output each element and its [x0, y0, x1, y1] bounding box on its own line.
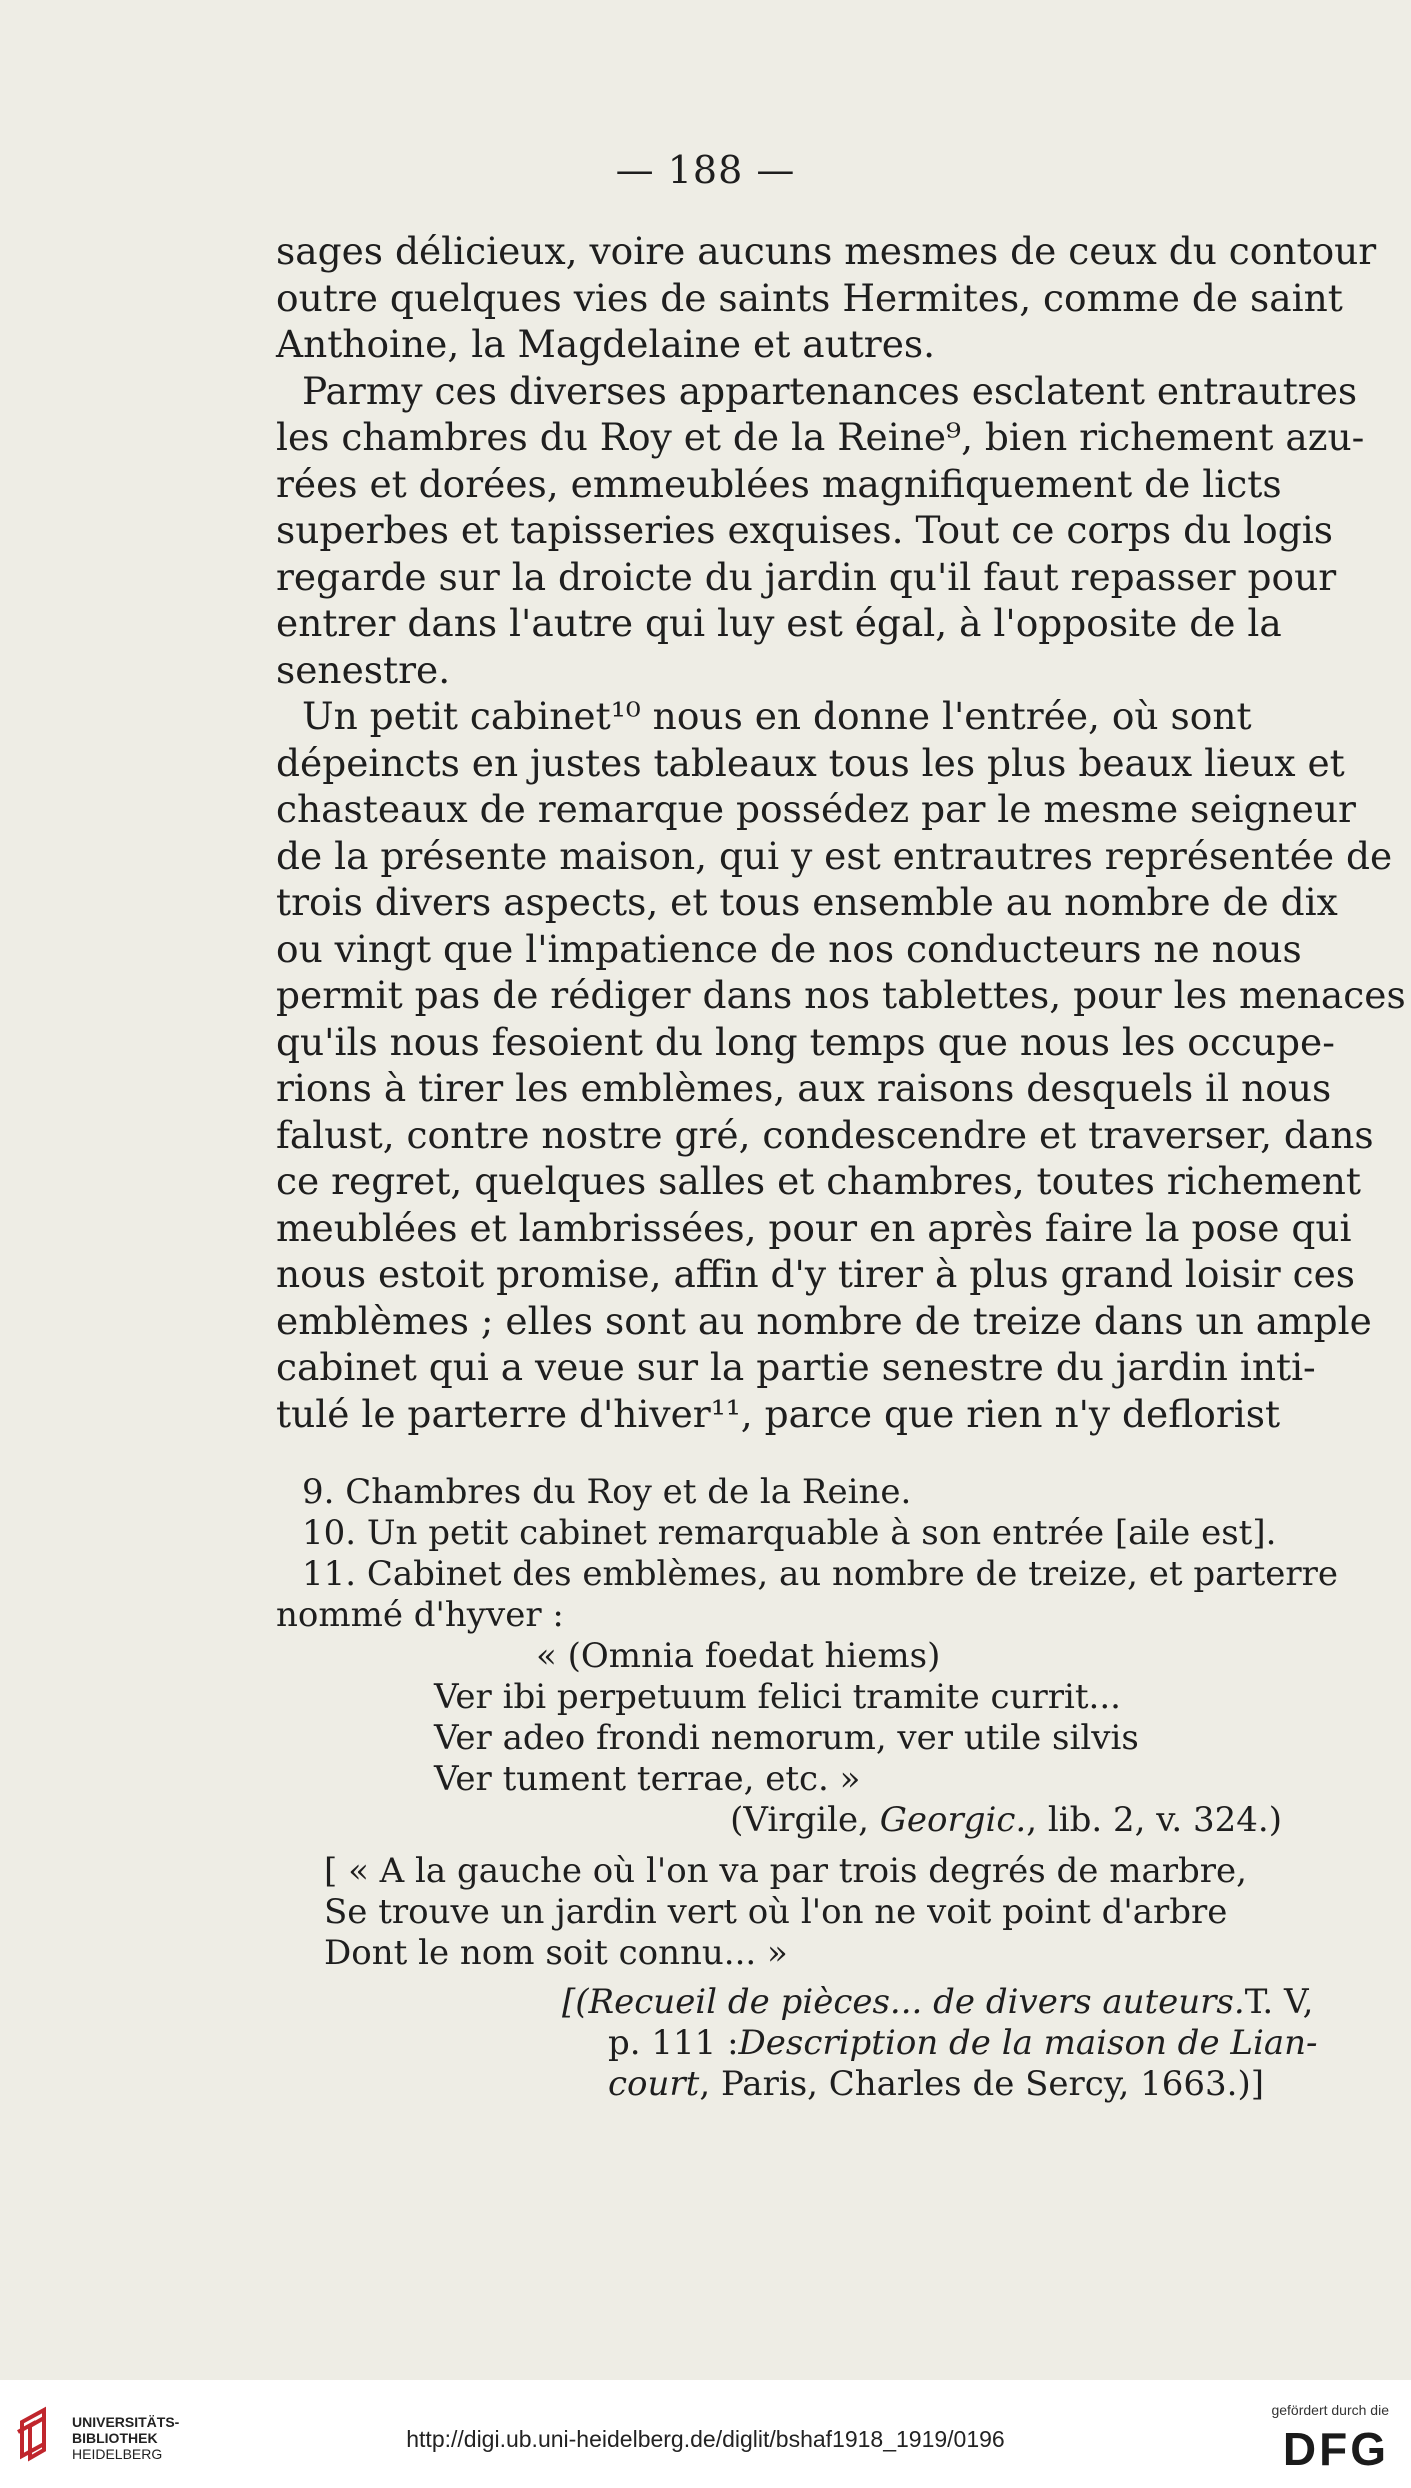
- text-line: [276, 1251, 1356, 1298]
- text-line: [276, 786, 1356, 833]
- poem-line: Ver adeo frondi nemorum, ver utile silvis: [434, 1718, 1139, 1758]
- line-text: regarde sur la droicte du jardin qu'il faut repasser pour: [276, 554, 1337, 599]
- line-text: ce regret, quelques salles et chambres, toutes richement: [276, 1159, 1361, 1203]
- poem-line: Ver tument terrae, etc. »: [434, 1759, 861, 1799]
- text-line: [276, 368, 1358, 415]
- line-text: Un petit cabinet¹⁰ nous en donne l'entrée, où sont: [302, 694, 1252, 738]
- line-text: superbes et tapisseries exquises. Tout ce corps du logis: [276, 508, 1333, 552]
- text-line: [276, 1298, 1372, 1345]
- poem-citation: (Virgile, Georgic., lib. 2, v. 324.): [730, 1800, 1282, 1840]
- text-line: [276, 507, 1333, 554]
- quote-line: Se trouve un jardin vert où l'on ne voit point d'arbre: [324, 1892, 1228, 1932]
- permalink-url[interactable]: http://digi.ub.uni-heidelberg.de/diglit/bshaf1918_1919/0196: [406, 2426, 1005, 2452]
- line-text: chasteaux de remarque possédez par le mesme seigneur: [276, 787, 1356, 831]
- text-line: [276, 1391, 1282, 1438]
- line-text: les chambres du Roy et de la Reine⁹, bien richement azu-: [276, 415, 1365, 459]
- line-text: tulé le parterre d'hiver¹¹, parce que rien n'y deflorist: [276, 1391, 1281, 1436]
- sponsor-caption: gefördert durch die: [1271, 2402, 1389, 2418]
- line-text: nous estoit promise, affin d'y tirer à plus grand loisir ces: [276, 1252, 1356, 1296]
- quote-line: Dont le nom soit connu... »: [324, 1933, 788, 1973]
- line-text: entrer dans l'autre qui luy est égal, à l'opposite de la: [276, 601, 1282, 645]
- line-text: emblèmes ; elles sont au nombre de treize dans un ample: [276, 1298, 1372, 1343]
- reference-line: court, Paris, Charles de Sercy, 1663.)]: [608, 2064, 1265, 2104]
- text-line: [276, 414, 1365, 461]
- line-text: qu'ils nous fesoient du long temps que nous les occupe-: [276, 1019, 1335, 1064]
- text-line: [276, 1158, 1361, 1205]
- poem-line: Ver ibi perpetuum felici tramite currit...: [434, 1677, 1121, 1717]
- viewer-footer: [0, 2380, 1411, 2488]
- text-line: [276, 461, 1282, 508]
- text-line: [276, 228, 1377, 275]
- text-line: [276, 321, 1282, 368]
- footnote-11-cont: nommé d'hyver :: [276, 1595, 564, 1635]
- text-line: [276, 1112, 1374, 1159]
- footnote-11: 11. Cabinet des emblèmes, au nombre de treize, et parterre: [302, 1554, 1339, 1594]
- reference-line: p. 111 : Description de la maison de Lian-: [608, 2023, 1318, 2063]
- dfg-logo: DFG: [1282, 2423, 1389, 2475]
- line-text: sages délicieux, voire aucuns mesmes de ceux du contour: [276, 229, 1377, 273]
- library-name: UNIVERSITÄTS- BIBLIOTHEK HEIDELBERG: [72, 2414, 180, 2462]
- line-text: falust, contre nostre gré, condescendre et traverser, dans: [276, 1112, 1374, 1157]
- line-text: cabinet qui a veue sur la partie senestre du jardin inti-: [276, 1345, 1316, 1389]
- line-text: rées et dorées, emmeublées magnifiquement de licts: [276, 461, 1282, 506]
- text-line: [276, 1205, 1352, 1252]
- line-text: Anthoine, la Magdelaine et autres.: [276, 322, 936, 366]
- line-text: outre quelques vies de saints Hermites, comme de saint: [276, 275, 1343, 320]
- text-line: [276, 554, 1337, 601]
- footnotes: [276, 1472, 1339, 2105]
- poem-line: « (Omnia foedat hiems): [536, 1636, 941, 1676]
- footnote-9: 9. Chambres du Roy et de la Reine.: [302, 1472, 912, 1512]
- text-line: [276, 1065, 1332, 1112]
- page-number: — 188 —: [615, 148, 796, 192]
- main-text: [276, 228, 1406, 1437]
- line-text: ou vingt que l'impatience de nos conducteurs ne nous: [276, 926, 1302, 971]
- line-text: rions à tirer les emblèmes, aux raisons desquels il nous: [276, 1066, 1332, 1110]
- line-text: dépeincts en justes tableaux tous les plus beaux lieux et: [276, 740, 1345, 785]
- text-line: [276, 740, 1345, 787]
- text-line: [276, 600, 1282, 647]
- footnote-10: 10. Un petit cabinet remarquable à son entrée [aile est].: [302, 1513, 1277, 1553]
- line-text: de la présente maison, qui y est entrautres représentée de: [276, 833, 1393, 878]
- text-line: [276, 833, 1393, 880]
- line-text: Parmy ces diverses appartenances esclatent entrautres: [302, 368, 1358, 413]
- text-line: [276, 879, 1338, 926]
- text-line: [276, 972, 1406, 1019]
- text-line: [276, 647, 1282, 694]
- text-line: [276, 1344, 1316, 1391]
- line-text: trois divers aspects, et tous ensemble au nombre de dix: [276, 880, 1338, 924]
- line-text: senestre.: [276, 647, 451, 692]
- text-line: [276, 1019, 1335, 1066]
- text-line: [276, 693, 1282, 740]
- quote-line: [ « A la gauche où l'on va par trois degrés de marbre,: [324, 1851, 1247, 1891]
- line-text: meublées et lambrissées, pour en après faire la pose qui: [276, 1205, 1352, 1250]
- reference-line: [(Recueil de pièces... de divers auteurs. T. V,: [562, 1982, 1314, 2022]
- text-line: [276, 926, 1302, 973]
- line-text: permit pas de rédiger dans nos tablettes, pour les menaces: [276, 973, 1406, 1017]
- text-line: [276, 275, 1343, 322]
